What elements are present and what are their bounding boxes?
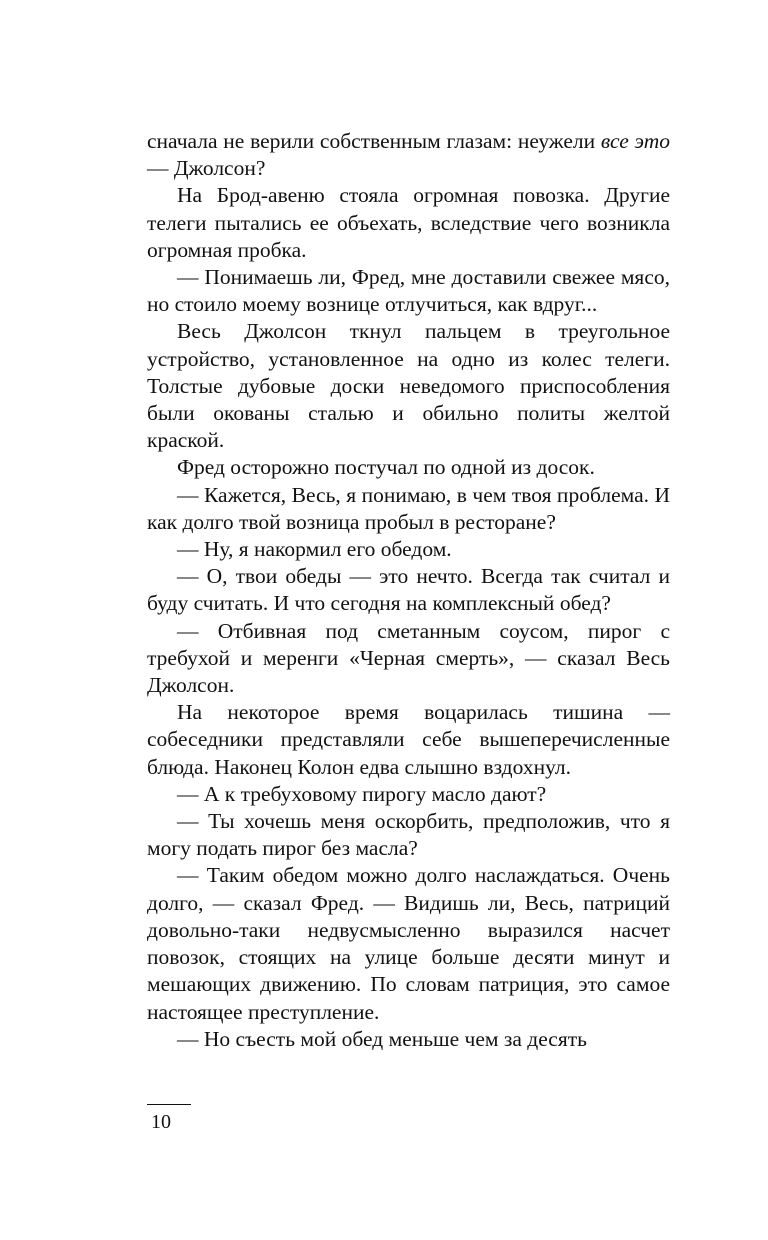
dialogue-line: — Понимаешь ли, Фред, мне доставили свежее мясо, но стоило моему вознице отлучиться, как вдруг... bbox=[147, 265, 670, 317]
paragraph: Фред осторожно постучал по одной из досок. bbox=[177, 455, 595, 480]
paragraph: На Брод-авеню стояла огромная повозка. Другие телеги пытались ее объехать, вследствие чего возникла огромная пробка. bbox=[147, 183, 670, 262]
footer-rule bbox=[147, 1104, 191, 1105]
page-number: 10 bbox=[151, 1111, 171, 1133]
emphasis-text: все это bbox=[600, 129, 670, 153]
paragraph-continuation bbox=[147, 128, 670, 182]
dialogue-line: — Таким обедом можно долго наслаждаться. Очень долго, — сказал Фред. — Видишь ли, Весь, патриций довольно-таки недвусмысленно выразился насчет повозок, стоящих на улице больше десяти минут и мешающих движению. По словам патриция, это самое настоящее преступление. bbox=[147, 863, 670, 1024]
page-body bbox=[147, 128, 670, 1053]
dialogue-line: — Но съесть мой обед меньше чем за десять bbox=[177, 1026, 587, 1051]
paragraph: Весь Джолсон ткнул пальцем в треугольное устройство, установленное на одно из колес телеги. Толстые дубовые доски неведомого приспособления были окованы сталью и обильно политы желтой краской. bbox=[147, 319, 670, 453]
dialogue-line: — Ну, я накормил его обедом. bbox=[177, 537, 452, 562]
paragraph-text: — Джолсон? bbox=[147, 156, 266, 181]
dialogue-line: — Отбивная под сметанным соусом, пирог с требухой и меренги «Черная смерть», — сказал Весь Джолсон. bbox=[147, 618, 670, 698]
dialogue-line: — Ты хочешь меня оскорбить, предположив, что я могу подать пирог без масла? bbox=[147, 809, 670, 861]
paragraph-text: сначала не верили собственным глазам: неужели bbox=[147, 129, 601, 153]
dialogue-line: — А к требуховому пирогу масло дают? bbox=[177, 781, 547, 806]
dialogue-line: — Кажется, Весь, я понимаю, в чем твоя проблема. И как долго твой возница пробыл в ресторане? bbox=[147, 482, 670, 534]
dialogue-line: — О, твои обеды — это нечто. Всегда так считал и буду считать. И что сегодня на комплексный обед? bbox=[147, 564, 670, 616]
paragraph: На некоторое время воцарилась тишина — собеседники представляли себе вышеперечисленные блюда. Наконец Колон едва слышно вздохнул. bbox=[147, 700, 670, 779]
